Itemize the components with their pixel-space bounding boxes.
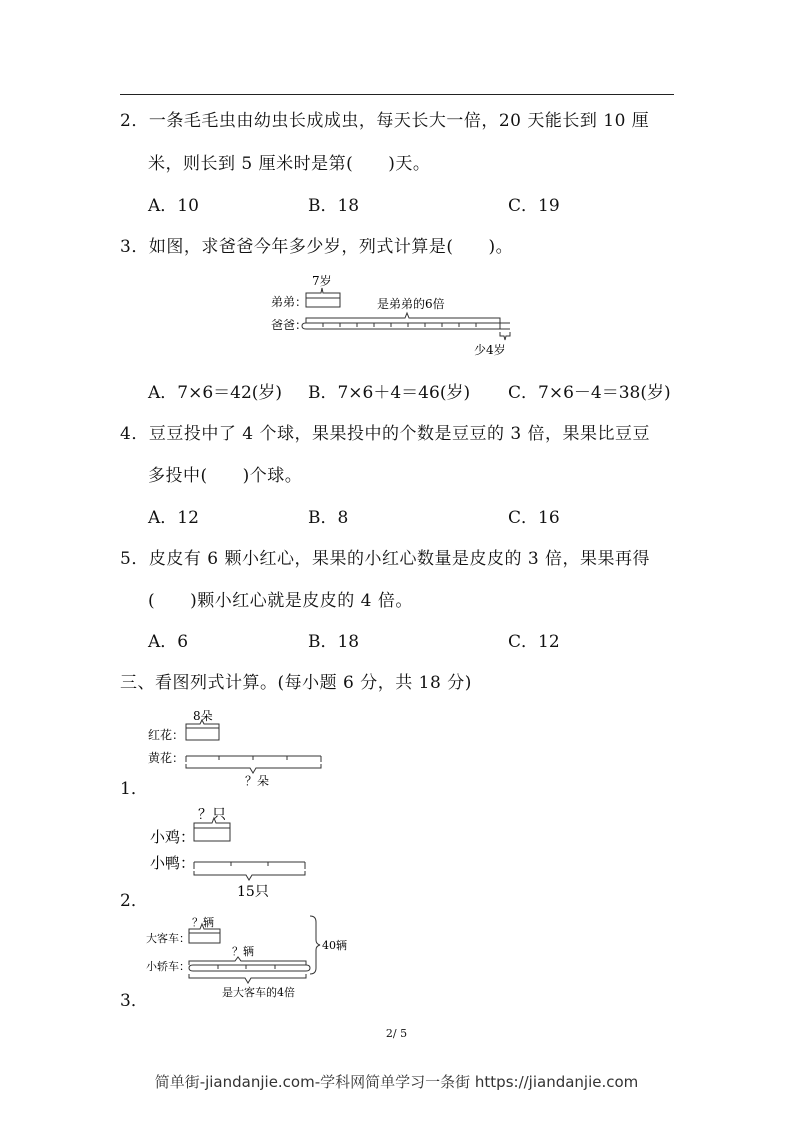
- s3-p2-bottom-label: 15只: [237, 884, 269, 900]
- s3-p2-bottom-brace: [194, 871, 305, 880]
- page-number: 2/ 5: [385, 1027, 408, 1040]
- s3-p3-bottom-label: 是大客车的4倍: [222, 986, 295, 999]
- q4-option-b: B．8: [308, 508, 349, 528]
- s3-problem3-diagram: [140, 912, 380, 1004]
- q5-option-b: B．18: [308, 632, 360, 652]
- q5-option-a: A．6: [148, 632, 189, 652]
- q2-option-c: C．19: [508, 196, 560, 216]
- s3-p2-chick-bar: [194, 828, 230, 841]
- s3-p3-right-brace: [310, 916, 320, 974]
- q3-option-c: C．7×6－4＝38(岁): [508, 383, 671, 403]
- s3-problem1-diagram: [140, 704, 340, 790]
- q3-top-brace: [306, 288, 340, 298]
- s3-p3-middle-label: ？辆: [232, 945, 254, 958]
- s3-p2-top-label: ？只: [198, 807, 226, 823]
- q3-option-a: A．7×6＝42(岁): [148, 383, 283, 403]
- s3-p1-bottom-label: ？朵: [245, 774, 270, 788]
- s3-p1-red-bar: [186, 728, 219, 740]
- q3-father-label: 爸爸：: [271, 318, 308, 332]
- q3-father-bar: [302, 323, 510, 329]
- q3-middle-label: 是弟弟的6倍: [377, 297, 445, 311]
- q3-ticks: [323, 323, 500, 329]
- s3-p2-duck-bar: [194, 862, 305, 869]
- q3-line1: 3．如图，求爸爸今年多少岁，列式计算是( )。: [120, 237, 514, 257]
- s3-problem3-number: 3．: [120, 991, 148, 1011]
- q3-option-b: B．7×6＋4＝46(岁): [308, 383, 471, 403]
- q3-bottom-brace: [500, 332, 510, 340]
- q3-middle-brace: [306, 313, 500, 323]
- header-rule: [120, 94, 674, 95]
- s3-problem2-diagram: [140, 802, 340, 900]
- s3-p3-label2: 小轿车：: [146, 960, 190, 973]
- s3-p3-label1: 大客车：: [146, 932, 190, 945]
- s3-p3-right-label: 40辆: [322, 939, 347, 952]
- s3-p3-top-label: ？辆: [192, 916, 214, 929]
- s3-p3-middle-brace: [189, 957, 306, 965]
- s3-p1-top-label: 8朵: [193, 709, 213, 723]
- q5-line1: 5．皮皮有 6 颗小红心，果果的小红心数量是皮皮的 3 倍，果果再得: [120, 549, 651, 569]
- q2-option-b: B．18: [308, 196, 360, 216]
- q4-option-a: A．12: [148, 508, 199, 528]
- q4-line2: 多投中( )个球。: [148, 466, 303, 486]
- s3-p3-bottom-brace: [189, 974, 306, 983]
- s3-p3-car-bar: [189, 965, 310, 971]
- s3-p1-bottom-brace: [186, 764, 321, 773]
- s3-problem2-number: 2．: [120, 891, 148, 911]
- q3-bottom-label: 少4岁: [474, 343, 506, 357]
- q5-line2: ( )颗小红心就是皮皮的 4 倍。: [148, 591, 413, 611]
- q4-option-c: C．16: [508, 508, 560, 528]
- q5-option-c: C．12: [508, 632, 560, 652]
- s3-p1-yellow-bar: [186, 756, 321, 762]
- q4-line1: 4．豆豆投中了 4 个球，果果投中的个数是豆豆的 3 倍，果果比豆豆: [120, 424, 651, 444]
- s3-p2-label1: 小鸡：: [150, 828, 196, 846]
- q3-brother-label: 弟弟：: [271, 295, 308, 309]
- s3-p1-top-brace: [186, 720, 219, 728]
- q3-brother-bar: [306, 298, 340, 307]
- footer-watermark: 简单街-jiandanjie.com-学科网简单学习一条街 https://jiandanjie.com: [154, 1073, 639, 1091]
- section3-heading: 三、看图列式计算。(每小题 6 分，共 18 分): [120, 673, 472, 693]
- s3-p1-label2: 黄花：: [148, 751, 185, 765]
- q3-diagram: [262, 270, 522, 362]
- s3-p1-label1: 红花：: [148, 728, 185, 742]
- s3-problem1-number: 1．: [120, 779, 148, 799]
- s3-p2-label2: 小鸭：: [150, 854, 196, 872]
- q2-option-a: A．10: [148, 196, 199, 216]
- q3-top-label: 7岁: [312, 274, 332, 288]
- s3-p3-bus-bar: [189, 933, 220, 943]
- q2-line1: 2．一条毛毛虫由幼虫长成成虫，每天长大一倍，20 天能长到 10 厘: [120, 111, 650, 131]
- q2-line2: 米，则长到 5 厘米时是第( )天。: [148, 154, 431, 174]
